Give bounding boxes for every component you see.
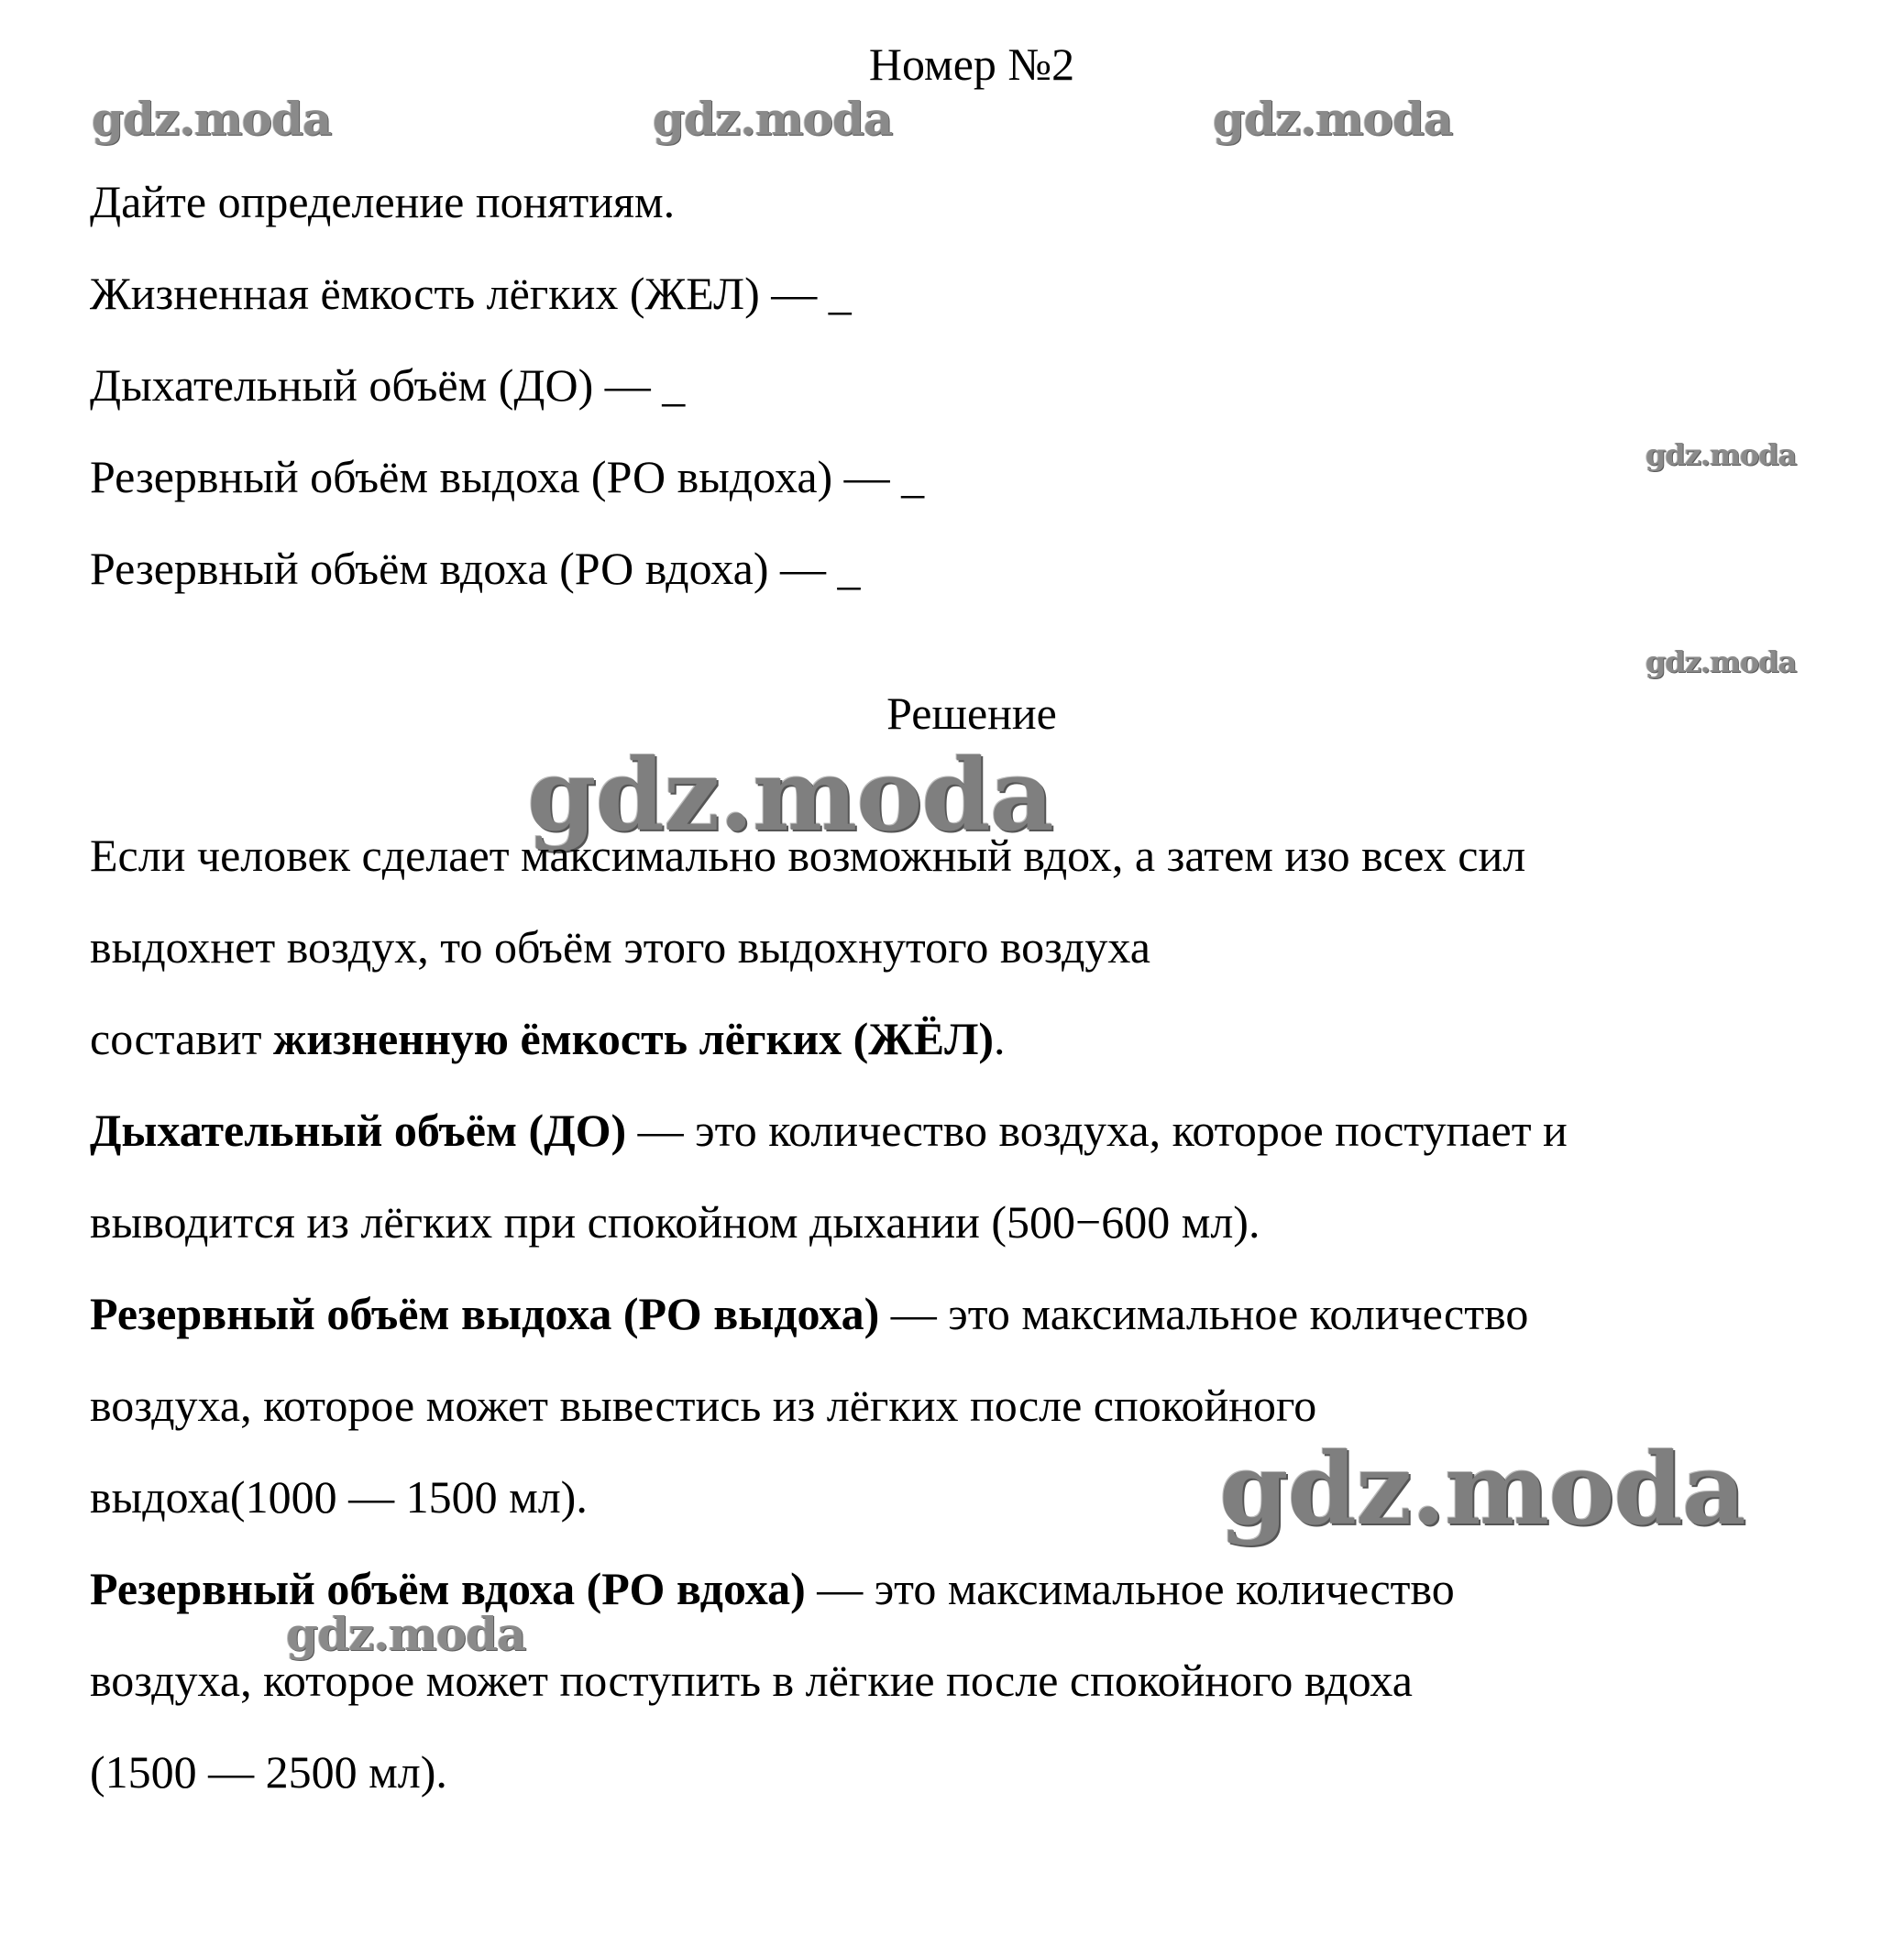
solution-text-line: Если человек сделает максимально возможный вдох, а затем изо всех сил: [90, 830, 1526, 881]
watermark: gdz.moda: [1645, 437, 1797, 472]
task-intro: Дайте определение понятиям.: [90, 176, 676, 227]
term-expiratory-reserve: Резервный объём выдоха (РО выдоха): [90, 1288, 880, 1339]
watermark: gdz.moda: [1219, 1432, 1745, 1547]
task-item: Резервный объём выдоха (РО выдоха) — _: [90, 451, 925, 502]
term-tidal-volume: Дыхательный объём (ДО): [90, 1105, 627, 1156]
watermark: gdz.moda: [527, 738, 1053, 853]
task-item: Резервный объём вдоха (РО вдоха) — _: [90, 543, 861, 594]
watermark: gdz.moda: [653, 92, 893, 146]
task-item: Жизненная ёмкость лёгких (ЖЕЛ) — _: [90, 268, 852, 319]
watermark: gdz.moda: [1645, 644, 1797, 679]
solution-text-line: Дыхательный объём (ДО) — это количество воздуха, которое поступает и: [90, 1105, 1568, 1156]
solution-text-line: Резервный объём выдоха (РО выдоха) — это максимальное количество: [90, 1288, 1529, 1339]
solution-text-line: воздуха, которое может вывестись из лёгких после спокойного: [90, 1380, 1317, 1431]
term-inspiratory-reserve: Резервный объём вдоха (РО вдоха): [90, 1563, 806, 1614]
solution-text-line: воздуха, которое может поступить в лёгкие после спокойного вдоха: [90, 1655, 1413, 1706]
solution-text-line: выдоха(1000 — 1500 мл).: [90, 1471, 588, 1523]
solution-text-line: выдохнет воздух, то объём этого выдохнутого воздуха: [90, 921, 1150, 973]
solution-heading: Решение: [886, 688, 1057, 739]
term-vital-capacity: жизненную ёмкость лёгких (ЖЁЛ): [273, 1013, 994, 1064]
watermark: gdz.moda: [92, 92, 332, 146]
page-title: Номер №2: [868, 38, 1075, 90]
solution-text-line: выводится из лёгких при спокойном дыхании (500−600 мл).: [90, 1196, 1260, 1248]
solution-text-line: составит жизненную ёмкость лёгких (ЖЁЛ).: [90, 1013, 1006, 1064]
watermark: gdz.moda: [286, 1607, 526, 1661]
task-item: Дыхательный объём (ДО) — _: [90, 359, 686, 411]
watermark: gdz.moda: [1213, 92, 1453, 146]
solution-text-line: Резервный объём вдоха (РО вдоха) — это максимальное количество: [90, 1563, 1455, 1614]
solution-text-line: (1500 — 2500 мл).: [90, 1746, 447, 1798]
